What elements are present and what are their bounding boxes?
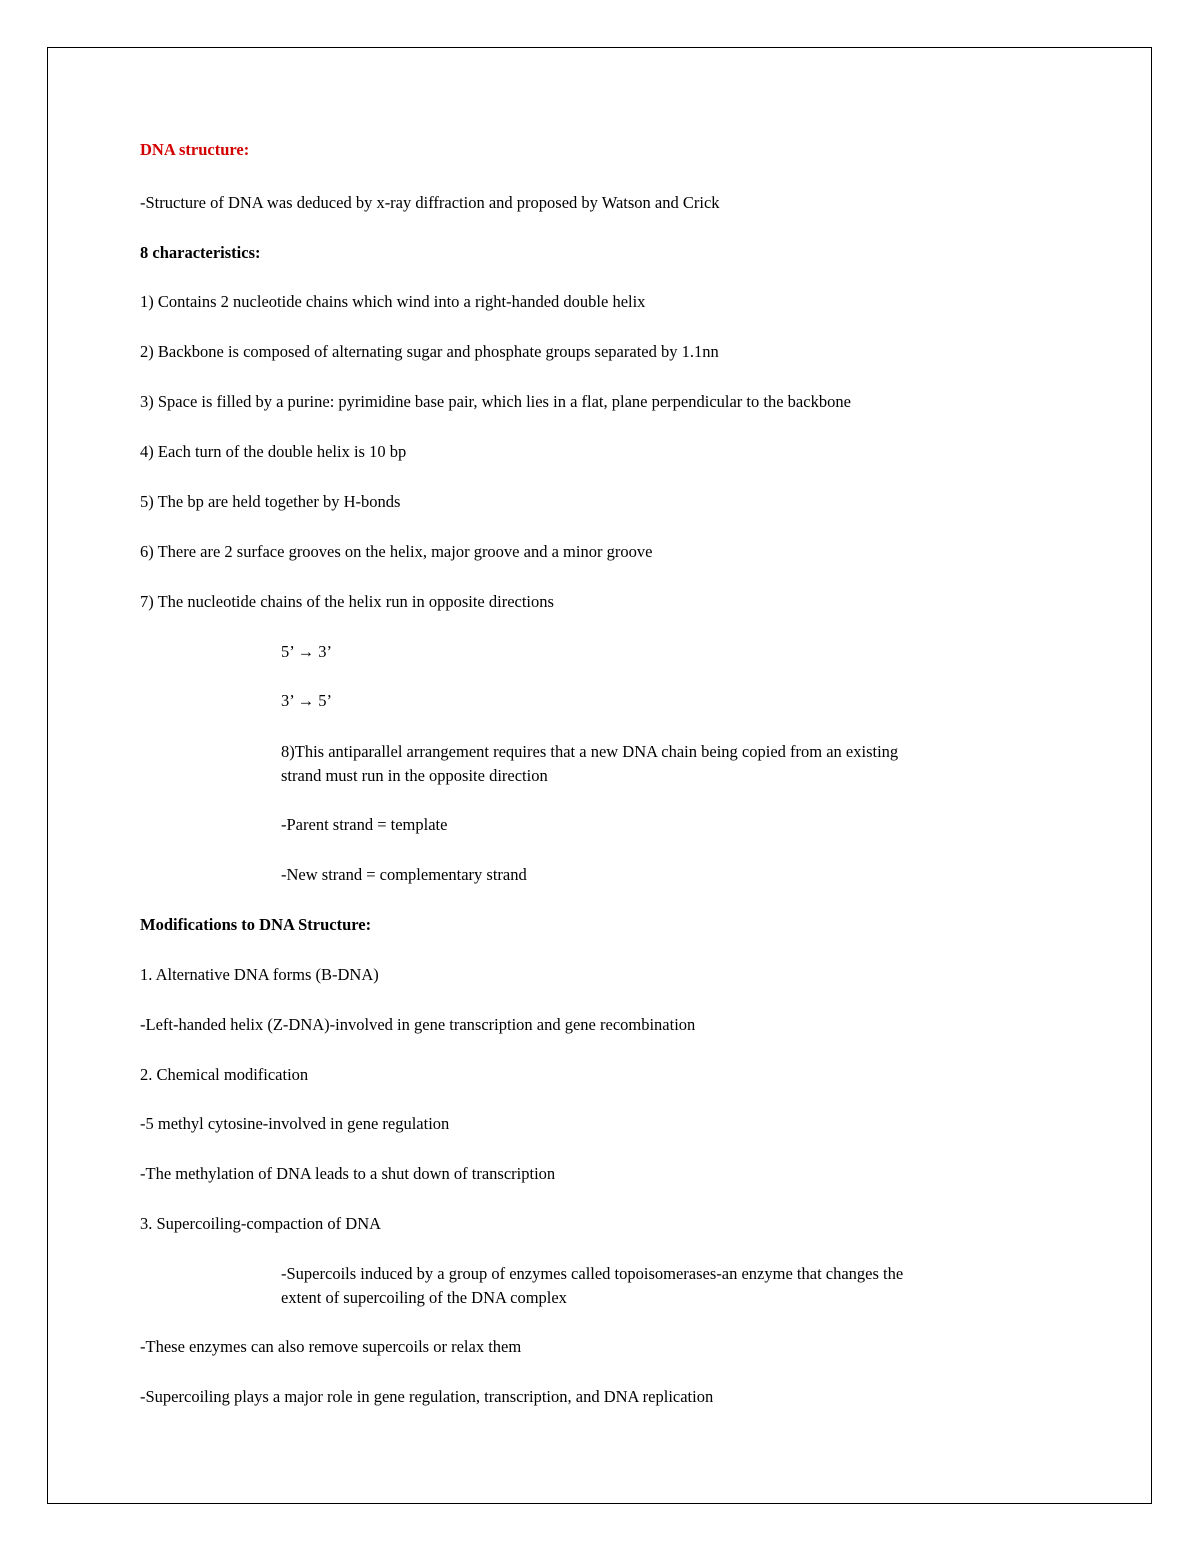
intro-paragraph: -Structure of DNA was deduced by x-ray diffraction and proposed by Watson and Crick [140, 193, 720, 212]
modification-detail: -The methylation of DNA leads to a shut down of transcription [140, 1164, 556, 1183]
supercoil-detail-line1: -Supercoils induced by a group of enzymes called topoisomerases-an enzyme that changes the [281, 1264, 904, 1283]
document-title: DNA structure: [140, 140, 250, 159]
direction-reverse: 3’ → 5’ [281, 691, 333, 710]
characteristic-8-line1: 8)This antiparallel arrangement requires that a new DNA chain being copied from an existing [281, 742, 899, 761]
characteristic-item: 3) Space is filled by a purine: pyrimidine base pair, which lies in a flat, plane perpendicular to the backbone [140, 392, 851, 411]
modification-detail: -These enzymes can also remove supercoils or relax them [140, 1337, 522, 1356]
modification-item: 1. Alternative DNA forms (B-DNA) [140, 965, 379, 984]
modification-item: 2. Chemical modification [140, 1065, 309, 1084]
characteristic-item: 5) The bp are held together by H-bonds [140, 492, 401, 511]
modifications-heading: Modifications to DNA Structure: [140, 915, 372, 934]
characteristic-item: 4) Each turn of the double helix is 10 bp [140, 442, 407, 461]
modification-item: 3. Supercoiling-compaction of DNA [140, 1214, 382, 1233]
modification-detail: -Supercoiling plays a major role in gene regulation, transcription, and DNA replication [140, 1387, 714, 1406]
characteristic-item: 7) The nucleotide chains of the helix run in opposite directions [140, 592, 554, 611]
modification-detail: -Left-handed helix (Z-DNA)-involved in gene transcription and gene recombination [140, 1015, 696, 1034]
characteristics-heading: 8 characteristics: [140, 243, 261, 262]
supercoil-detail-line2: extent of supercoiling of the DNA complex [281, 1288, 567, 1307]
characteristic-item: 2) Backbone is composed of alternating sugar and phosphate groups separated by 1.1nn [140, 342, 719, 361]
direction-forward: 5’ → 3’ [281, 642, 333, 661]
modification-detail: -5 methyl cytosine-involved in gene regulation [140, 1114, 450, 1133]
parent-strand-note: -Parent strand = template [281, 815, 448, 834]
characteristic-8-line2: strand must run in the opposite direction [281, 766, 548, 785]
characteristic-item: 6) There are 2 surface grooves on the helix, major groove and a minor groove [140, 542, 653, 561]
characteristic-item: 1) Contains 2 nucleotide chains which wind into a right-handed double helix [140, 292, 646, 311]
new-strand-note: -New strand = complementary strand [281, 865, 527, 884]
